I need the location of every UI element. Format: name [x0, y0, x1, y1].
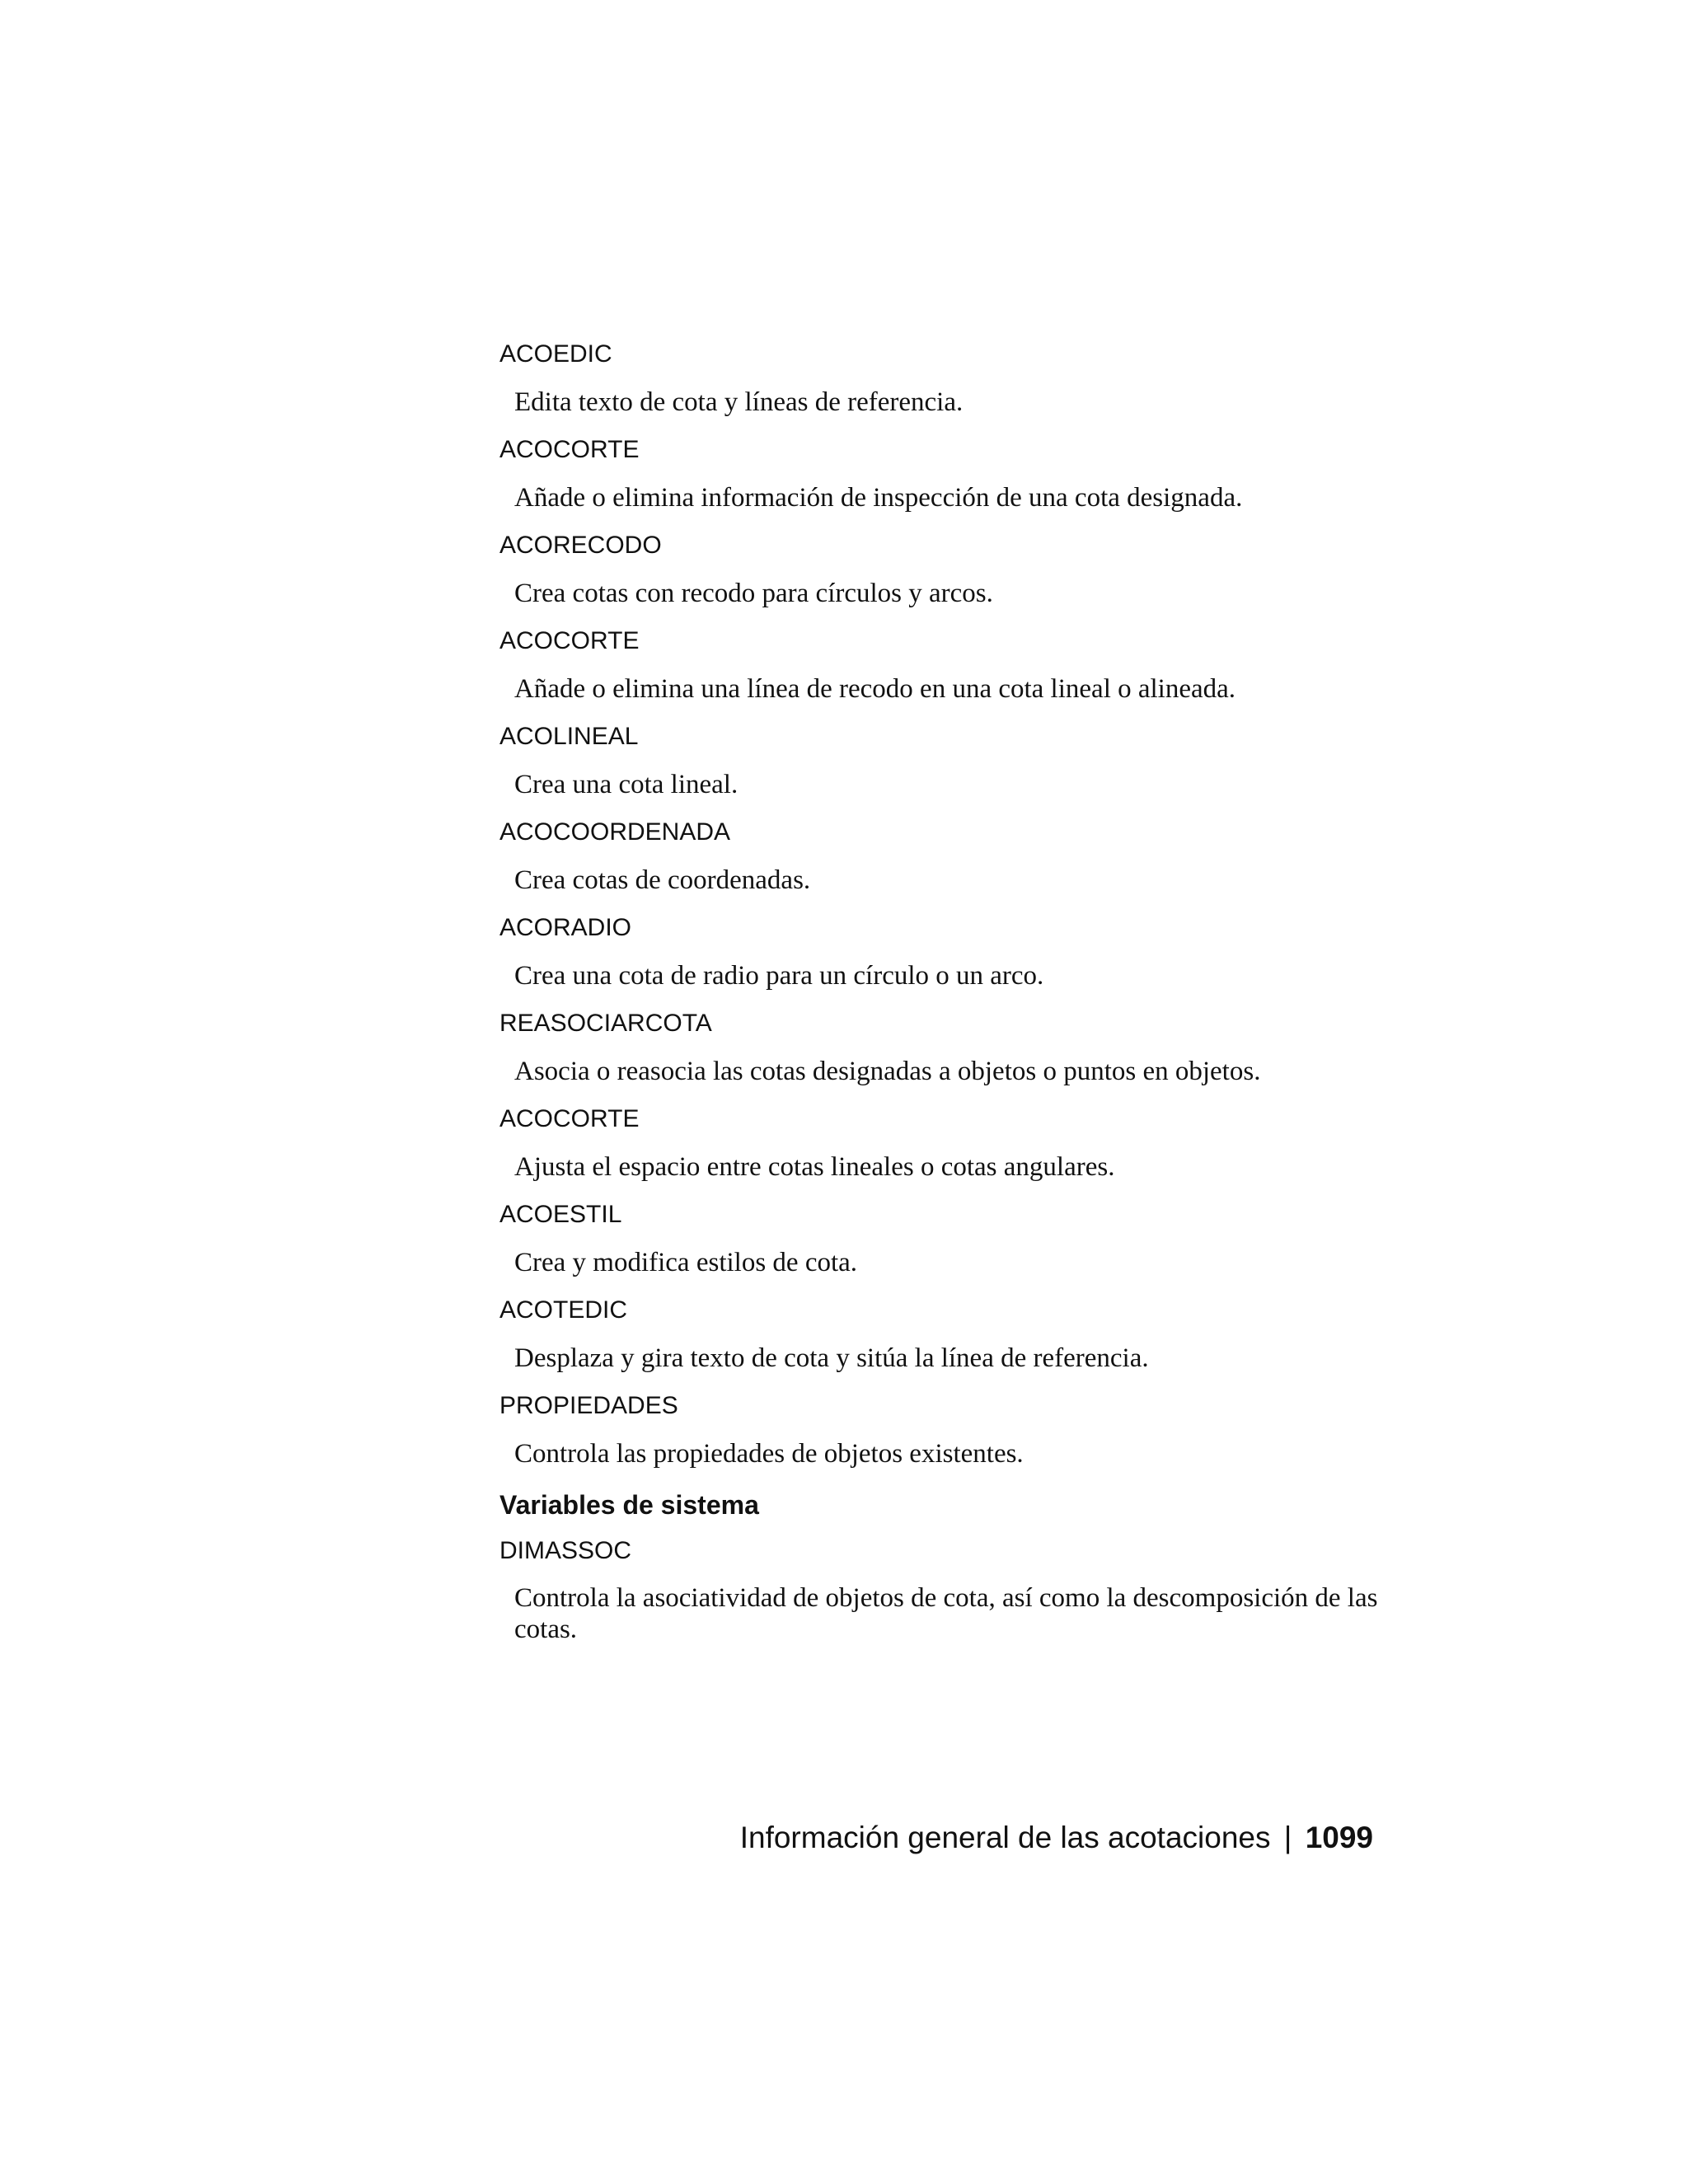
command-entry-acotedic [499, 1294, 1373, 1375]
command-name: ACOESTIL [499, 1201, 622, 1228]
command-description: Desplaza y gira texto de cota y sitúa la línea de referencia. [514, 1343, 1149, 1373]
variable-description: Controla la asociatividad de objetos de cota, así como la descomposición de las cotas. [514, 1583, 1378, 1644]
command-description: Edita texto de cota y líneas de referencia. [514, 387, 964, 417]
command-name: ACORECODO [499, 532, 662, 559]
command-description: Añade o elimina información de inspección de una cota designada. [514, 483, 1243, 513]
command-name: ACORADIO [499, 914, 632, 941]
command-description: Asocia o reasocia las cotas designadas a objetos o puntos en objetos. [514, 1057, 1261, 1086]
command-name: ACOEDIC [499, 340, 612, 368]
command-description: Ajusta el espacio entre cotas lineales o cotas angulares. [514, 1152, 1115, 1182]
variable-name: DIMASSOC [499, 1537, 632, 1564]
command-name: ACOTEDIC [499, 1296, 628, 1324]
command-description: Controla las propiedades de objetos existentes. [514, 1439, 1024, 1469]
command-entry-propiedades [499, 1390, 1373, 1470]
command-name: ACOCORTE [499, 1105, 640, 1132]
page-number: 1099 [1305, 1821, 1373, 1854]
section-heading-system-variables: Variables de sistema [499, 1490, 759, 1520]
command-name: ACOCOORDENADA [499, 818, 731, 846]
command-name: ACOCORTE [499, 627, 640, 654]
footer-section-title: Información general de las acotaciones [739, 1821, 1271, 1854]
command-entry-reasociarcota [499, 1007, 1373, 1088]
command-entry-acoedic [499, 338, 1373, 419]
command-entry-acocorte [499, 434, 1373, 514]
footer-separator: | [1283, 1821, 1292, 1854]
command-description: Crea una cota lineal. [514, 770, 738, 799]
command-name: ACOLINEAL [499, 723, 639, 750]
command-entry-acocorte [499, 625, 1373, 705]
page-footer [740, 1820, 1373, 1856]
command-entry-acoradio [499, 912, 1373, 992]
variable-entry-dimassoc [499, 1535, 1378, 1645]
command-name: PROPIEDADES [499, 1392, 678, 1419]
command-name: REASOCIARCOTA [499, 1010, 712, 1037]
command-description: Crea una cota de radio para un círculo o un arco. [514, 961, 1044, 991]
command-description: Crea cotas con recodo para círculos y arcos. [514, 579, 993, 608]
command-description: Crea y modifica estilos de cota. [514, 1248, 858, 1277]
command-entry-acorecodo [499, 529, 1373, 610]
command-description: Añade o elimina una línea de recodo en una cota lineal o alineada. [514, 674, 1236, 704]
command-entry-acoestil [499, 1198, 1373, 1279]
command-name: ACOCORTE [499, 436, 640, 463]
main-content [499, 338, 1378, 1660]
command-entry-acolineal [499, 720, 1373, 801]
command-entry-acocoordenada [499, 816, 1373, 897]
command-entry-acocorte [499, 1103, 1373, 1183]
command-description: Crea cotas de coordenadas. [514, 865, 811, 895]
